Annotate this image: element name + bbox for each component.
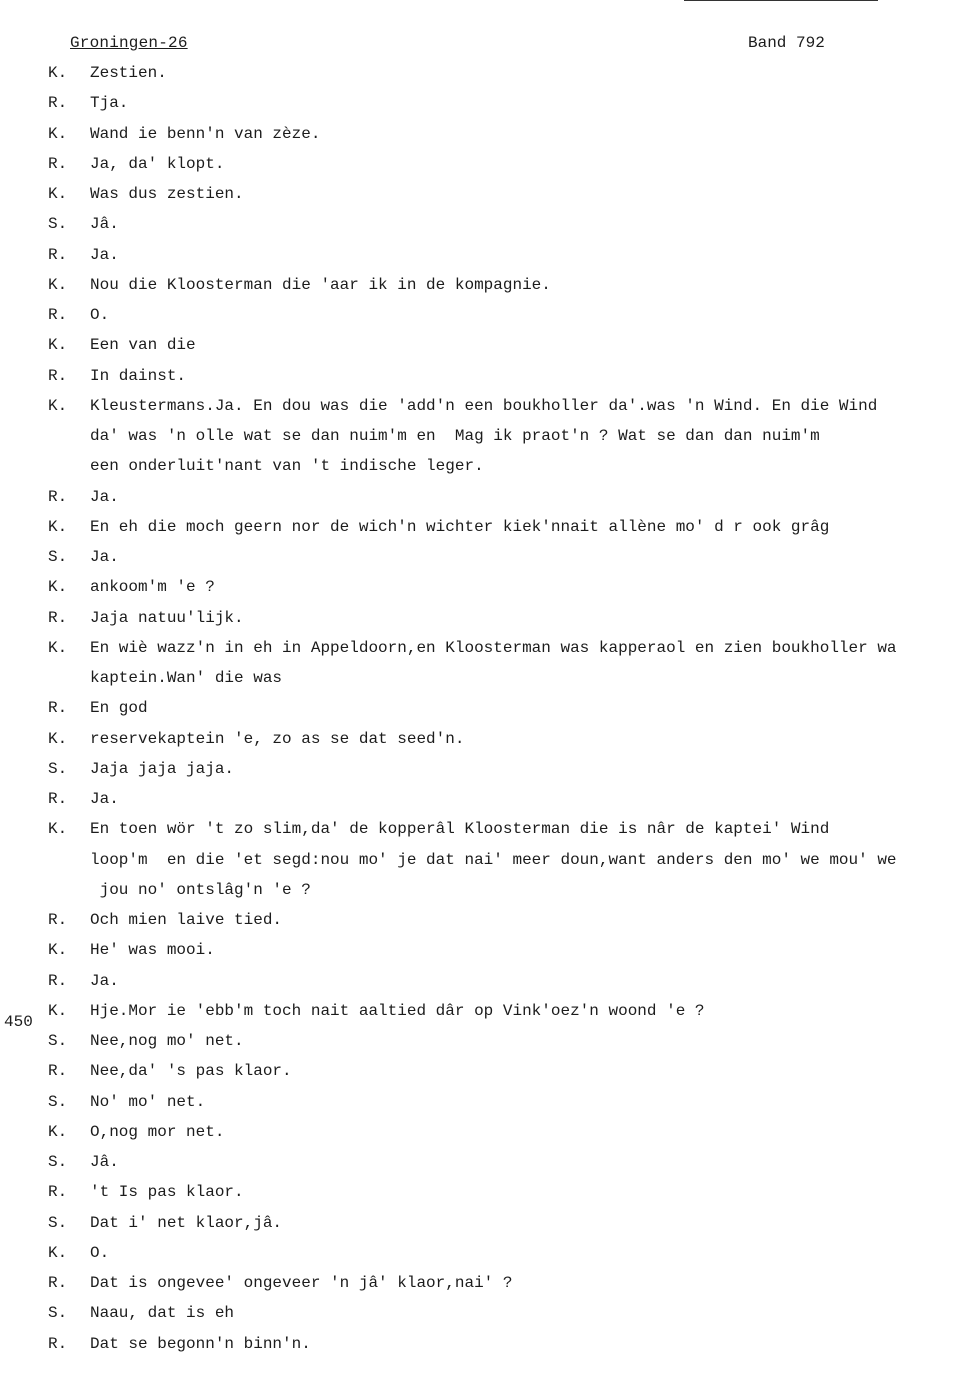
utterance-text: Wand ie benn'n van zèze. xyxy=(90,125,321,143)
speaker-label: R. xyxy=(48,1062,68,1080)
speaker-label: R. xyxy=(48,155,68,173)
utterance-text: Jaja jaja jaja. xyxy=(90,760,235,778)
utterance-text: En wiè wazz'n in eh in Appeldoorn,en Kloosterman was kapperaol en zien boukholler wa xyxy=(90,639,897,657)
document-title: Groningen-26 xyxy=(70,34,188,52)
speaker-label: R. xyxy=(48,1274,68,1292)
margin-note: 450 xyxy=(4,1013,33,1031)
utterance-text: Jâ. xyxy=(90,1153,119,1171)
utterance-text: Kleustermans.Ja. En dou was die 'add'n een boukholler da'.was 'n Wind. En die Wind xyxy=(90,397,878,415)
speaker-label: K. xyxy=(48,578,68,596)
speaker-label: R. xyxy=(48,972,68,990)
speaker-label: K. xyxy=(48,518,68,536)
speaker-label: K. xyxy=(48,276,68,294)
band-number: Band 792 xyxy=(748,34,825,52)
utterance-text: Nee,da' 's pas klaor. xyxy=(90,1062,292,1080)
speaker-label: R. xyxy=(48,790,68,808)
speaker-label: S. xyxy=(48,1032,68,1050)
speaker-label: S. xyxy=(48,215,68,233)
speaker-label: R. xyxy=(48,306,68,324)
utterance-text: O. xyxy=(90,1244,110,1262)
speaker-label: S. xyxy=(48,548,68,566)
speaker-label: K. xyxy=(48,730,68,748)
utterance-text: Tja. xyxy=(90,94,129,112)
speaker-label: R. xyxy=(48,911,68,929)
speaker-label: R. xyxy=(48,699,68,717)
utterance-text: O. xyxy=(90,306,110,324)
utterance-continuation: een onderluit'nant van 't indische leger. xyxy=(90,457,484,475)
utterance-continuation: loop'm en die 'et segd:nou mo' je dat nai' meer doun,want anders den mo' we mou' we xyxy=(90,851,897,869)
utterance-text: En toen wör 't zo slim,da' de kopperâl Kloosterman die is nâr de kaptei' Wind xyxy=(90,820,830,838)
speaker-label: K. xyxy=(48,125,68,143)
speaker-label: R. xyxy=(48,1335,68,1353)
speaker-label: K. xyxy=(48,1002,68,1020)
utterance-text: Was dus zestien. xyxy=(90,185,244,203)
utterance-text: Een van die xyxy=(90,336,196,354)
speaker-label: R. xyxy=(48,1183,68,1201)
utterance-text: He' was mooi. xyxy=(90,941,215,959)
utterance-continuation: kaptein.Wan' die was xyxy=(90,669,283,687)
utterance-continuation: da' was 'n olle wat se dan nuim'm en Mag ik praot'n ? Wat se dan dan nuim'm xyxy=(90,427,820,445)
utterance-text: Nou die Kloosterman die 'aar ik in de kompagnie. xyxy=(90,276,551,294)
speaker-label: R. xyxy=(48,488,68,506)
utterance-text: Jaja natuu'lijk. xyxy=(90,609,244,627)
utterance-text: Nee,nog mo' net. xyxy=(90,1032,244,1050)
speaker-label: K. xyxy=(48,336,68,354)
utterance-text: Hje.Mor ie 'ebb'm toch nait aaltied dâr op Vink'oez'n woond 'e ? xyxy=(90,1002,705,1020)
utterance-text: Ja, da' klopt. xyxy=(90,155,225,173)
utterance-text: Och mien laive tied. xyxy=(90,911,283,929)
speaker-label: K. xyxy=(48,1244,68,1262)
utterance-text: reservekaptein 'e, zo as se dat seed'n. xyxy=(90,730,465,748)
utterance-text: Naau, dat is eh xyxy=(90,1304,235,1322)
speaker-label: K. xyxy=(48,941,68,959)
speaker-label: S. xyxy=(48,1153,68,1171)
speaker-label: S. xyxy=(48,760,68,778)
speaker-label: K. xyxy=(48,1123,68,1141)
utterance-text: Ja. xyxy=(90,548,119,566)
speaker-label: R. xyxy=(48,367,68,385)
utterance-text: Ja. xyxy=(90,488,119,506)
speaker-label: K. xyxy=(48,820,68,838)
utterance-text: 't Is pas klaor. xyxy=(90,1183,244,1201)
utterance-text: En god xyxy=(90,699,148,717)
utterance-continuation: jou no' ontslâg'n 'e ? xyxy=(90,881,311,899)
speaker-label: K. xyxy=(48,185,68,203)
speaker-label: S. xyxy=(48,1093,68,1111)
speaker-label: K. xyxy=(48,639,68,657)
utterance-text: Jâ. xyxy=(90,215,119,233)
utterance-text: No' mo' net. xyxy=(90,1093,206,1111)
speaker-label: S. xyxy=(48,1304,68,1322)
speaker-label: K. xyxy=(48,397,68,415)
speaker-label: R. xyxy=(48,246,68,264)
utterance-text: Ja. xyxy=(90,790,119,808)
utterance-text: Dat se begonn'n binn'n. xyxy=(90,1335,311,1353)
utterance-text: Dat is ongevee' ongeveer 'n jâ' klaor,nai' ? xyxy=(90,1274,513,1292)
utterance-text: ankoom'm 'e ? xyxy=(90,578,215,596)
speaker-label: R. xyxy=(48,609,68,627)
utterance-text: Zestien. xyxy=(90,64,167,82)
speaker-label: K. xyxy=(48,64,68,82)
utterance-text: Dat i' net klaor,jâ. xyxy=(90,1214,283,1232)
utterance-text: En eh die moch geern nor de wich'n wichter kiek'nnait allène mo' d r ook grâg xyxy=(90,518,830,536)
utterance-text: O,nog mor net. xyxy=(90,1123,225,1141)
utterance-text: Ja. xyxy=(90,972,119,990)
utterance-text: Ja. xyxy=(90,246,119,264)
utterance-text: In dainst. xyxy=(90,367,187,385)
top-rule xyxy=(684,0,878,1)
speaker-label: S. xyxy=(48,1214,68,1232)
speaker-label: R. xyxy=(48,94,68,112)
